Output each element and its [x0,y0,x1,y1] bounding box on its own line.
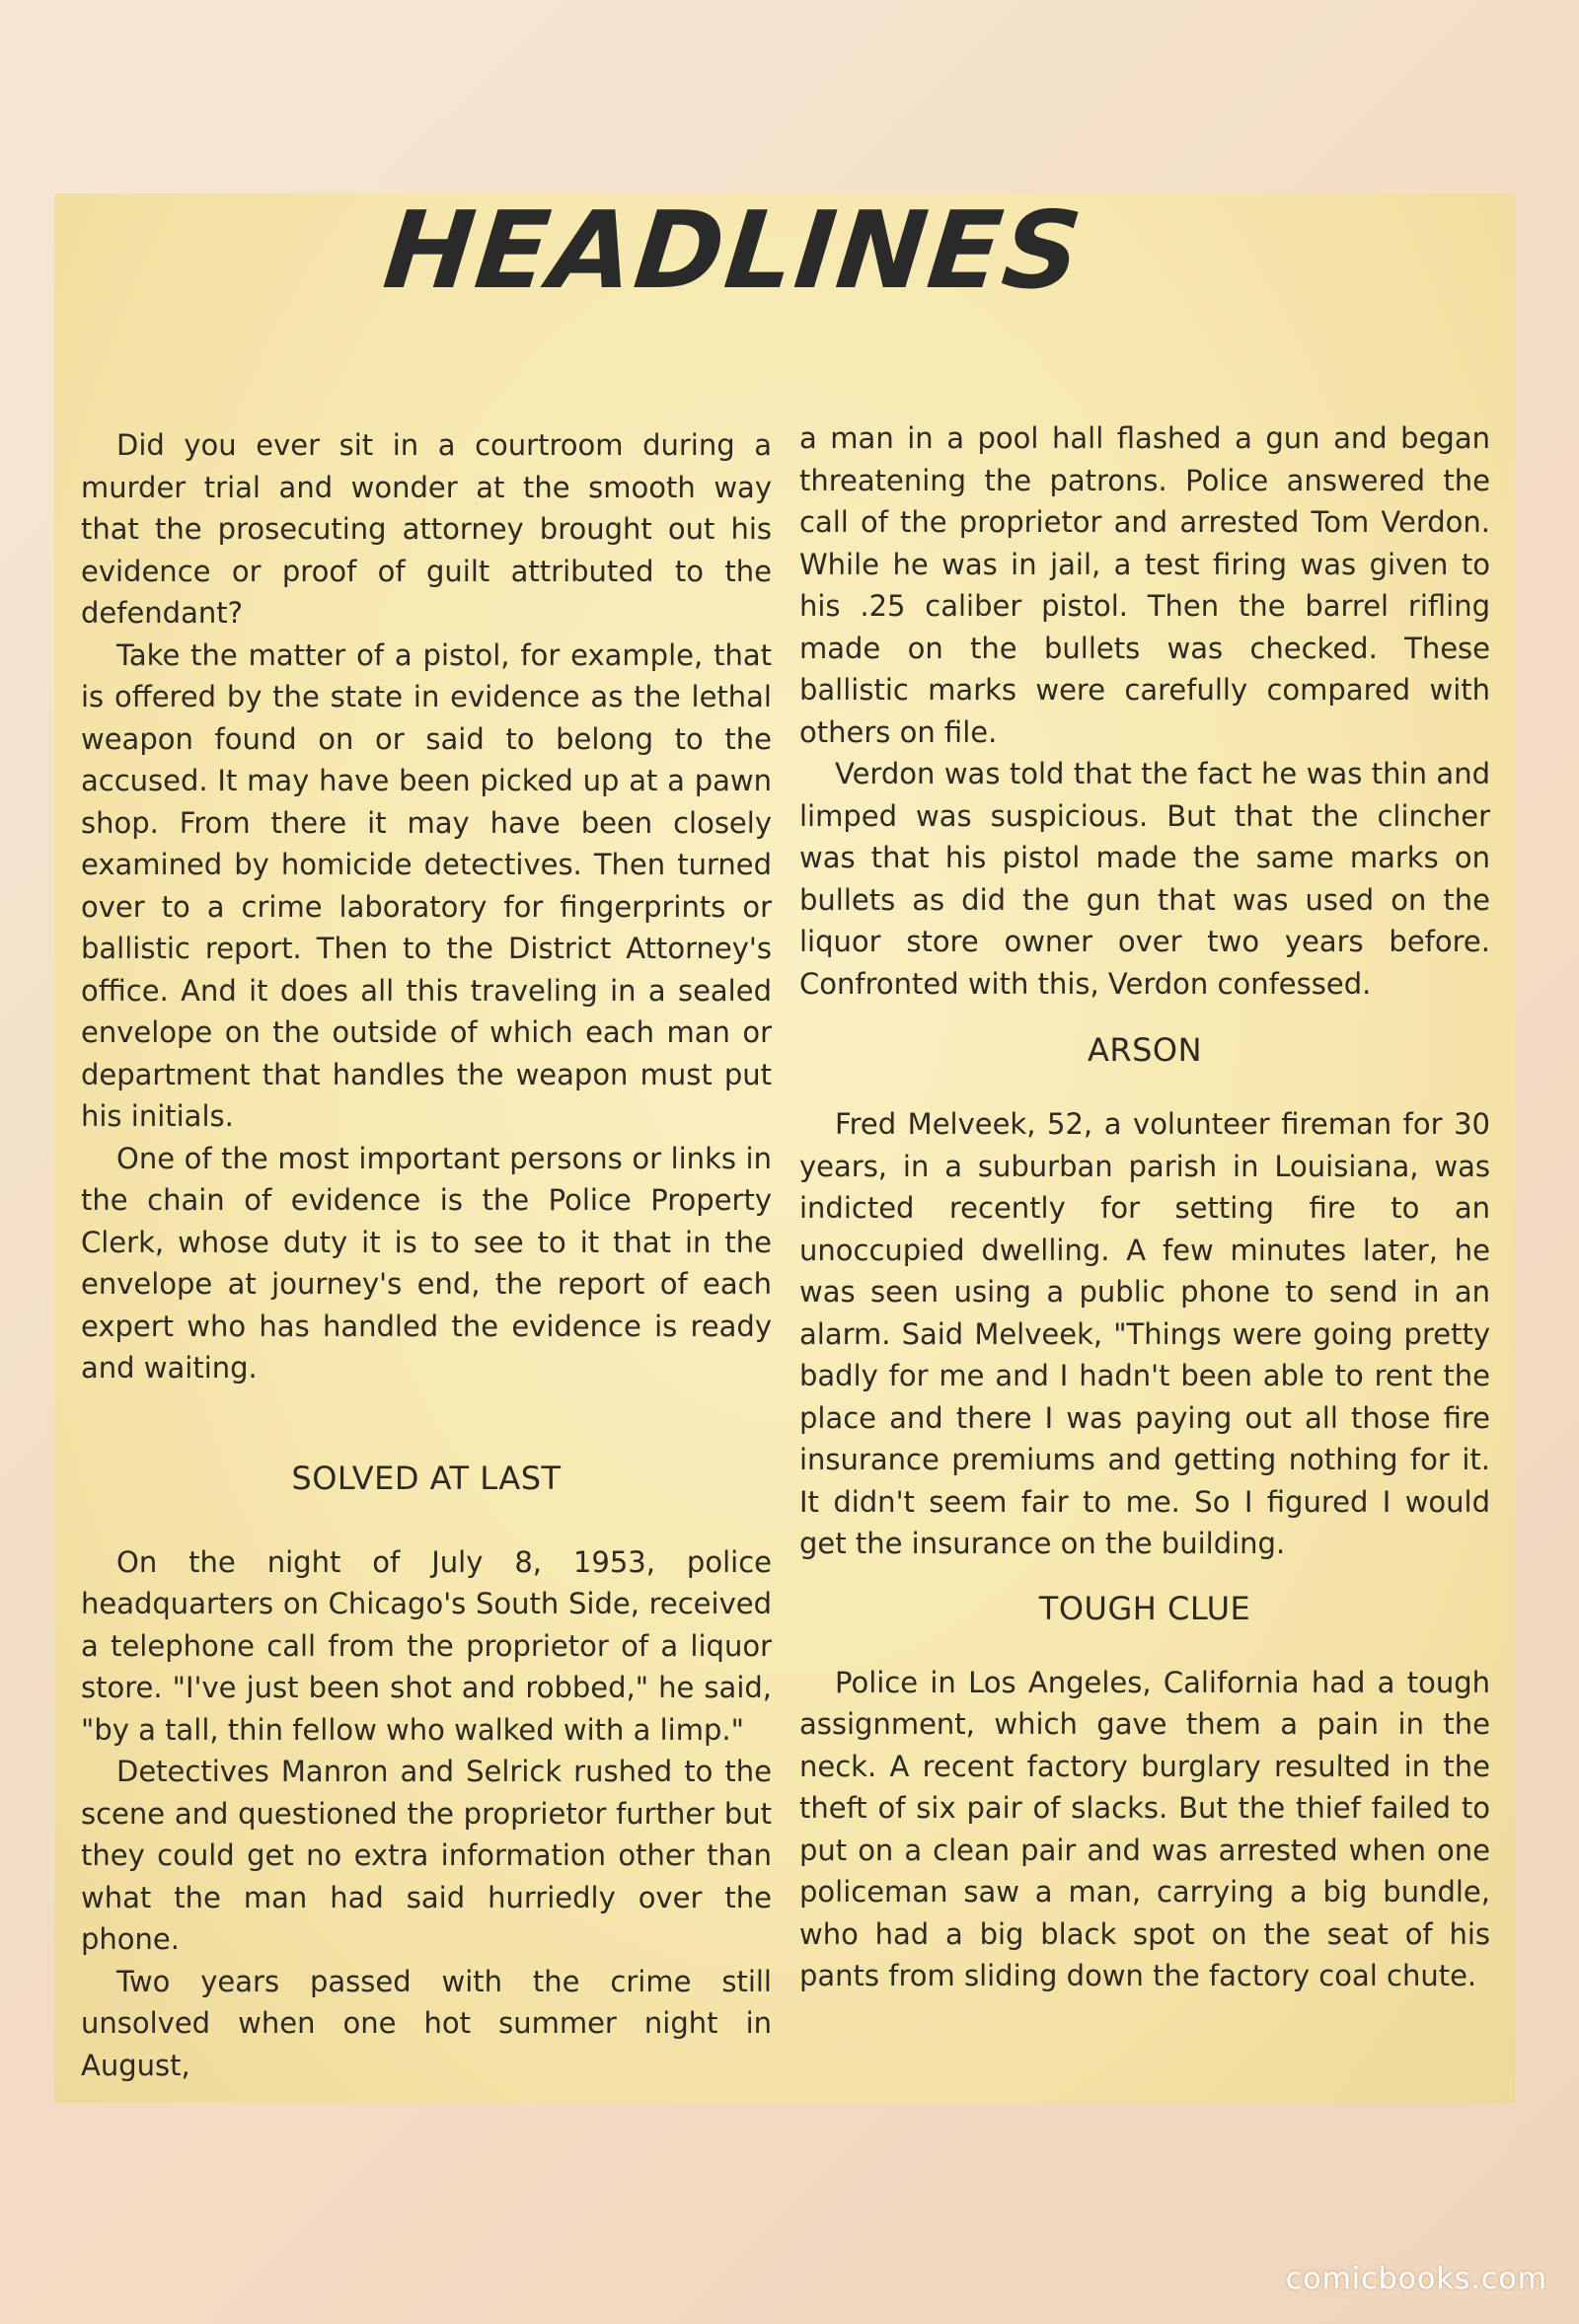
page-title: HEADLINES [378,189,1089,313]
solved-paragraph: On the night of July 8, 1953, police headquarters on Chicago's South Side, received a telephone call from the proprietor of a liquor store. "I've just been shot and robbed," he said, "by a tall, thin fellow who walked with a limp." [81,1544,772,1747]
solved-paragraph: Detectives Manron and Selrick rushed to the scene and questioned the proprietor further but they could get no extra information other than what the man had said hurriedly over the phone. [81,1755,772,1956]
solved-continued-paragraph: Verdon was told that the fact he was thin and limped was suspicious. But that the clincher was that his pistol made the same marks on bullets as did the gun that was used on the liquor store owner over two years before. Confronted with this, Verdon confessed. [799,757,1490,1001]
section-heading-arson: ARSON [1087,1031,1203,1069]
intro-paragraph: Take the matter of a pistol, for example, that is offered by the state in evidence as the lethal weapon found on or said to belong to the accused. It may have been picked up at a pawn shop. From there it may have been closely examined by homicide detectives. Then turned over to a crime laboratory for fingerprints or ballistic report. Then to the District Attorney's office. And it does all this traveling in a sealed envelope on the outside of which each man or department that handles the weapon must put his initials. [81,637,772,1133]
right-column [799,417,1490,1997]
section-heading-tough-clue: TOUGH CLUE [1038,1589,1251,1627]
left-column [81,424,772,2086]
intro-paragraph: One of the most important persons or links in the chain of evidence is the Police Property Clerk, whose duty it is to see to it that in the envelope at journey's end, the report of each expert who has handled the evidence is ready and waiting. [81,1141,772,1385]
section-heading-solved-at-last: SOLVED AT LAST [291,1459,562,1497]
site-watermark: comicbooks.com [1285,2262,1547,2296]
intro-paragraph: Did you ever sit in a courtroom during a murder trial and wonder at the smooth way that the prosecuting attorney brought out his evidence or proof of guilt attributed to the defendant? [81,428,772,630]
tough-clue-paragraph: Police in Los Angeles, California had a tough assignment, which gave them a pain in the neck. A recent factory burglary resulted in the theft of six pair of slacks. But the thief failed to put on a clean pair and was arrested when one policeman saw a man, carrying a big bundle, who had a big black spot on the seat of his pants from sliding down the factory coal chute. [799,1665,1490,1992]
solved-continued-paragraph: a man in a pool hall flashed a gun and began threatening the patrons. Police answered the call of the proprietor and arrested Tom Verdon. While he was in jail, a test firing was given to his .25 caliber pistol. Then the barrel rifling made on the bullets was checked. These ballistic marks were carefully compared with others on file. [799,421,1490,749]
arson-paragraph: Fred Melveek, 52, a volunteer fireman for 30 years, in a suburban parish in Louisiana, was indicted recently for setting fire to an unoccupied dwelling. A few minutes later, he was seen using a public phone to send in an alarm. Said Melveek, "Things were going pretty badly for me and I hadn't been able to rent the place and there I was paying out all those fire insurance premiums and getting nothing for it. It didn't seem fair to me. So I figured I would get the insurance on the building. [799,1107,1490,1560]
solved-paragraph: Two years passed with the crime still unsolved when one hot summer night in August, [81,1964,772,2082]
